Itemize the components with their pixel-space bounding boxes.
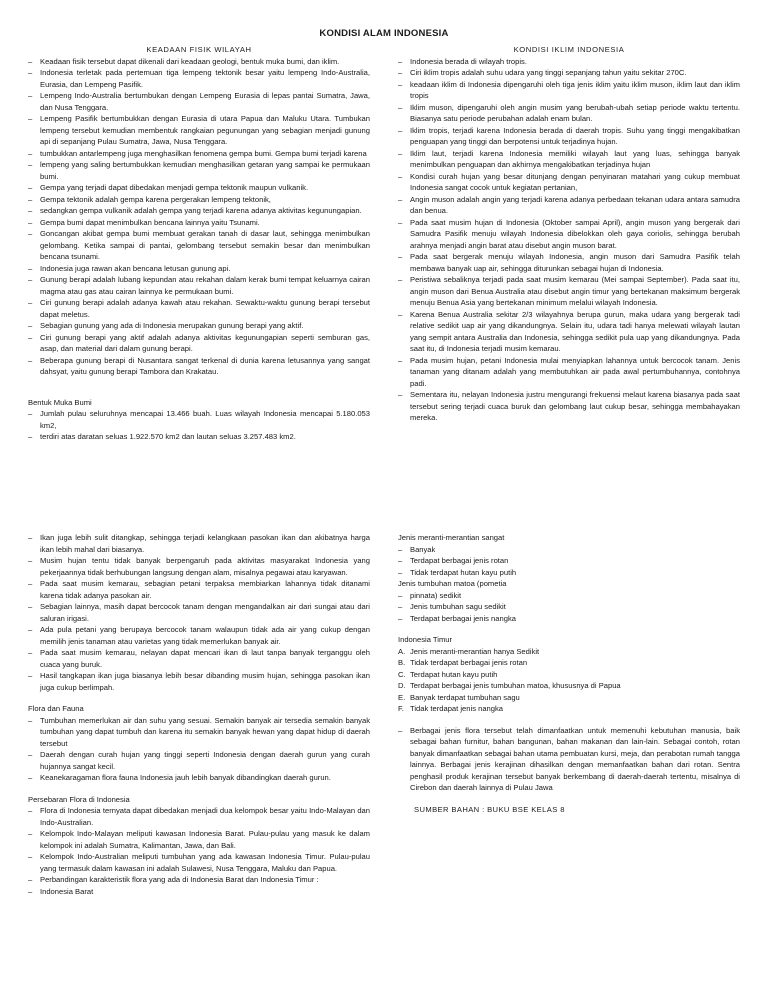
source-note: SUMBER BAHAN : BUKU BSE KELAS 8 (414, 804, 565, 814)
list-item: – Sebagian gunung yang ada di Indonesia merupakan gunung berapi yang aktif. (28, 320, 370, 332)
list-item: – Pada saat bergerak menuju wilayah Indonesia, angin muson dari Samudra Pasifik telah membawa banyak uap air, sehingga diturunkan sebagai hujan di Indonesia. (398, 251, 740, 274)
bullet-list (398, 725, 740, 794)
list-item: – Flora di Indonesia ternyata dapat dibedakan menjadi dua kelompok besar yaitu Indo-Malayan dan Indo-Australian. (28, 805, 370, 828)
list-item: – terdiri atas daratan seluas 1.922.570 km2 dan lautan seluas 3.257.483 km2. (28, 431, 370, 443)
flora-fauna-column (28, 532, 370, 897)
list-item: – Terdapat berbagai jenis rotan (398, 555, 740, 567)
list-item: – Berbagai jenis flora tersebut telah dimanfaatkan untuk memenuhi kebutuhan manusia, baik sebagai bahan furnitur, bahan bangunan, bahan makanan dan lain-lain. Sebagai contoh, rotan banyak dimanfaatkan sebagai bahan utama pembuatan kursi, meja, dan perabotan rumah tangga lainnya. Berbagai jenis kerajinan dihasilkan dengan memanfaatkan bahan dari rotan. Sentra penghasil produk kerajinan tersebut banyak berkembang di daerah-daerah tertentu, misalnya di Cirebon dan daerah lainnya di Pulau Jawa (398, 725, 740, 794)
list-item: – Tumbuhan memerlukan air dan suhu yang sesuai. Semakin banyak air tersedia semakin banyak tumbuhan yang dapat tumbuh dan karena itu semakin banyak hewan yang dapat hidup di daerah tersebut (28, 715, 370, 750)
list-item: – Jenis tumbuhan sagu sedikit (398, 601, 740, 613)
list-item: D. Terdapat berbagai jenis tumbuhan matoa, khususnya di Papua (398, 680, 740, 692)
list-item: – Keanekaragaman flora fauna Indonesia jauh lebih banyak dibandingkan daerah gurun. (28, 772, 370, 784)
list-item: – Indonesia terletak pada pertemuan tiga lempeng tektonik besar yaitu lempeng Indo-Australia, Eurasia, dan Lempeng Pasifik. (28, 67, 370, 90)
list-item: – Karena Benua Australia sekitar 2/3 wilayahnya berupa gurun, maka udara yang bergerak tadi relative sedikit uap air yang dikandungnya. Selain itu, udara tadi hanya melewati wilayah lautan yang sempit antara Australia dan Indonesia, sehingga sedikit pula uap yang dikandungnya. Pada saat itu, di Indonesia terjadi musim kemarau. (398, 309, 740, 355)
list-item: – Pada saat musim kemarau, sebagian petani terpaksa membiarkan lahannya tidak ditanami karena tidak adanya pasokan air. (28, 578, 370, 601)
list-item: – Musim hujan tentu tidak banyak berpengaruh pada aktivitas masyarakat Indonesia yang pekerjaannya tidak berhubungan langsung dengan alam, misalnya pegawai atau karyawan. (28, 555, 370, 578)
list-item: – Peristiwa sebaliknya terjadi pada saat musim kemarau (Mei sampai September). Pada saat itu, angin muson dari Benua Australia atau disebut angin timur yang bertekanan maksimum bergerak menuju Benua Asia yang bertekanan minimum melalui wilayah Indonesia. (398, 274, 740, 309)
list-item: – Gempa yang terjadi dapat dibedakan menjadi gempa tektonik maupun vulkanik. (28, 182, 370, 194)
bullet-list (28, 56, 370, 378)
list-item: – pinnata) sedikit (398, 590, 740, 602)
list-item: – Kelompok Indo-Australian meliputi tumbuhan yang ada kawasan Indonesia Timur. Pulau-pulau yang termasuk dalam kawasan ini adalah Sulawesi, Nusa Tenggara, Maluku dan Papua. (28, 851, 370, 874)
list-item: – Ikan juga lebih sulit ditangkap, sehingga terjadi kelangkaan pasokan ikan dan akibatnya harga ikan lebih mahal dari biasanya. (28, 532, 370, 555)
list-item: – Gunung berapi adalah lubang kepundan atau rekahan dalam kerak bumi tempat keluarnya cairan magma atau gas atau cairan lainnya ke permukaan bumi. (28, 274, 370, 297)
list-item: – Indonesia Barat (28, 886, 370, 898)
list-item: F. Tidak terdapat jenis nangka (398, 703, 740, 715)
list-item: – Indonesia juga rawan akan bencana letusan gunung api. (28, 263, 370, 275)
list-item: – tumbukkan antarlempeng juga menghasilkan fenomena gempa bumi. Gempa bumi terjadi karena (28, 148, 370, 160)
list-item: – Banyak (398, 544, 740, 556)
section-subheading: Indonesia Timur (398, 635, 453, 644)
section-subheading: Flora dan Fauna (28, 704, 84, 713)
list-item: – Iklim laut, terjadi karena Indonesia memiliki wilayah laut yang luas, sehingga banyak menimbulkan penguapan dan akhirnya mengakibatkan terjadinya hujan (398, 148, 740, 171)
list-item: – Iklim tropis, terjadi karena Indonesia berada di daerah tropis. Suhu yang tinggi mengakibatkan penguapan yang tinggi dan berpotensi untuk terjadinya hujan. (398, 125, 740, 148)
list-item: – Kelompok Indo-Malayan meliputi kawasan Indonesia Barat. Pulau-pulau yang masuk ke dalam kelompok ini adalah Sumatra, Kalimantan, Jawa, dan Bali. (28, 828, 370, 851)
list-item: – Gempa tektonik adalah gempa karena pergerakan lempeng tektonik, (28, 194, 370, 206)
list-item: – lempeng yang saling bertumbukkan kemudian menghasilkan getaran yang sampai ke permukaan bumi. (28, 159, 370, 182)
flora-comparison-column (398, 532, 740, 815)
list-item: – Pada musim hujan, petani Indonesia mulai menyiapkan lahannya untuk bercocok tanam. Jenis tanaman yang ditanam adalah yang membutuhkan air pada awal pertumbuhannya, contohnya padi. (398, 355, 740, 390)
section-heading: KEADAAN FISIK WILAYAH (146, 45, 252, 54)
list-item: – Perbandingan karakteristik flora yang ada di Indonesia Barat dan Indonesia Timur : (28, 874, 370, 886)
physical-conditions-column (28, 44, 370, 443)
list-item: – Goncangan akibat gempa bumi membuat gerakan tanah di dasar laut, sehingga menimbulkan gelombang. Ketika sampai di pantai, gelombang tersebut semakin besar dan menimbulkan bencana tsunami. (28, 228, 370, 263)
list-item: – Indonesia berada di wilayah tropis. (398, 56, 740, 68)
list-item: E. Banyak terdapat tumbuhan sagu (398, 692, 740, 704)
section-heading: KONDISI IKLIM INDONESIA (513, 45, 625, 54)
bullet-list (28, 532, 370, 693)
list-item: C. Terdapat hutan kayu putih (398, 669, 740, 681)
list-item: – Lempeng Indo-Australia bertumbukan dengan Lempeng Eurasia di lepas pantai Sumatra, Jawa, dan Nusa Tenggara. (28, 90, 370, 113)
list-item: – Lempeng Pasifik bertumbukkan dengan Eurasia di utara Papua dan Maluku Utara. Tumbukan lempeng tersebut kemudian membentuk rangkaian pegunungan yang sebagian menjadi gunung api di sepanjang Pulau Sumatra, Jawa, Nusa Tenggara. (28, 113, 370, 148)
list-item: – Ciri gunung berapi adalah adanya kawah atau rekahan. Sewaktu-waktu gunung berapi tersebut dapat meletus. (28, 297, 370, 320)
bullet-list (398, 56, 740, 424)
list-item: – Ciri iklim tropis adalah suhu udara yang tinggi sepanjang tahun yaitu sekitar 270C. (398, 67, 740, 79)
list-item: – Sebagian lainnya, masih dapat bercocok tanam dengan mengandalkan air dari sungai atau dari saluran irigasi. (28, 601, 370, 624)
list-item: – Daerah dengan curah hujan yang tinggi seperti Indonesia dengan daerah gurun yang curah hujannya sangat kecil. (28, 749, 370, 772)
list-item: B. Tidak terdapat berbagai jenis rotan (398, 657, 740, 669)
climate-conditions-column (398, 44, 740, 424)
bullet-list (28, 805, 370, 897)
text-line: Jenis tumbuhan matoa (pometia (398, 579, 507, 588)
bullet-list (398, 544, 740, 579)
list-item: – Angin muson adalah angin yang terjadi karena adanya perbedaan tekanan udara antara samudra dan benua. (398, 194, 740, 217)
list-item: – Jumlah pulau seluruhnya mencapai 13.466 buah. Luas wilayah Indonesia mencapai 5.180.053 km2, (28, 408, 370, 431)
list-item: – Pada saat musim hujan di Indonesia (Oktober sampai April), angin muson yang bergerak dari Samudra Pasifik menuju wilayah Indonesia dibelokkan oleh gaya coriolis, sehingga berubah arahnya menjadi angin barat atau disebut angin muson barat. (398, 217, 740, 252)
list-item: – Terdapat berbagai jenis nangka (398, 613, 740, 625)
list-item: – Hasil tangkapan ikan juga biasanya lebih besar dibanding musim hujan, sehingga pasokan ikan juga cukup berlimpah. (28, 670, 370, 693)
page-title: KONDISI ALAM INDONESIA (319, 28, 449, 39)
list-item: – Keadaan fisik tersebut dapat dikenali dari keadaan geologi, bentuk muka bumi, dan iklim. (28, 56, 370, 68)
list-item: – Iklim muson, dipengaruhi oleh angin musim yang berubah-ubah setiap periode waktu tertentu. Biasanya satu periode perubahan adalah enam bulan. (398, 102, 740, 125)
list-item: – Pada saat musim kemarau, nelayan dapat mencari ikan di laut tanpa banyak terganggu oleh cuaca yang buruk. (28, 647, 370, 670)
bullet-list (398, 590, 740, 625)
list-item: A. Jenis meranti-merantian hanya Sedikit (398, 646, 740, 658)
section-subheading: Persebaran Flora di Indonesia (28, 794, 130, 804)
section-subheading: Bentuk Muka Bumi (28, 397, 92, 407)
list-item: – keadaan iklim di Indonesia dipengaruhi oleh tiga jenis iklim yaitu iklim muson, iklim laut dan iklim tropis (398, 79, 740, 102)
list-item: – Ciri gunung berapi yang aktif adalah adanya aktivitas kegunungapian seperti semburan gas, asap, dan material dari dalam gunung berapi. (28, 332, 370, 355)
bullet-list (28, 408, 370, 443)
text-line: Jenis meranti-merantian sangat (398, 533, 505, 542)
list-item: – Ada pula petani yang berupaya bercocok tanam walaupun tidak ada air yang cukup dengan memilih jenis tanaman atau varietas yang tidak memerlukan banyak air. (28, 624, 370, 647)
list-item: – Gempa bumi dapat menimbulkan bencana lainnya yaitu Tsunami. (28, 217, 370, 229)
list-item: – Sementara itu, nelayan Indonesia justru mengurangi frekuensi melaut karena biasanya pada saat tersebut sering terjadi cuaca buruk dan gelombang laut cukup besar, sehingga membahayakan mereka. (398, 389, 740, 424)
list-item: – Beberapa gunung berapi di Nusantara sangat terkenal di dunia karena letusannya yang sangat dahsyat, yaitu gunung berapi Tambora dan Krakatau. (28, 355, 370, 378)
lettered-list (398, 646, 740, 715)
list-item: – Kondisi curah hujan yang besar ditunjang dengan penyinaran matahari yang cukup membuat Indonesia sangat cocok untuk kegiatan pertanian, (398, 171, 740, 194)
list-item: – Tidak terdapat hutan kayu putih (398, 567, 740, 579)
list-item: – sedangkan gempa vulkanik adalah gempa yang terjadi karena adanya aktivitas kegunungapian. (28, 205, 370, 217)
bullet-list (28, 715, 370, 784)
